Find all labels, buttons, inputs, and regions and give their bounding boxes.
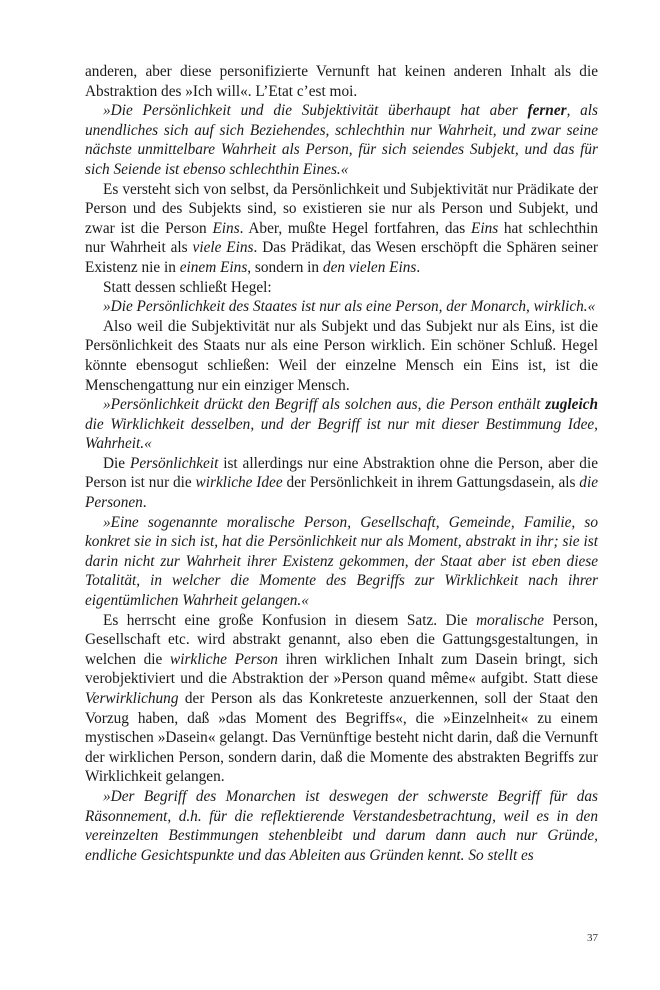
text-run: ist allerdings nur eine Abstraktion ohne die Person, aber die Person ist nur die [85, 454, 598, 492]
text-run: Es versteht sich von selbst, da Persönlichkeit und Subjektivität nur Prädikate der Person und des Subjekts sind, so existieren sie nur als Person und Subjekt, und zwar ist die Person [85, 180, 598, 237]
italic-emphasis: einem Eins [179, 258, 248, 276]
body-paragraph [85, 454, 598, 513]
italic-emphasis: viele Eins [192, 239, 254, 257]
text-run: anderen, aber diese personifizierte Vernunft hat keinen anderen Inhalt als die Abstraktion des »Ich will«. L’Etat c’est moi. [85, 63, 598, 100]
body-text [85, 62, 598, 865]
text-run: Es herrscht eine große Konfusion in diesem Satz. Die [103, 611, 477, 629]
text-run: , als unendliches sich auf sich Beziehendes, schlechthin nur Wahrheit, und zwar seine nächste unmittelbare Wahrheit als Person, für sich seiendes Subjekt, und das für sich Seiende ist ebenso schlechthin Eines.« [85, 102, 598, 178]
italic-emphasis: Eins [470, 219, 499, 237]
quotation-paragraph [85, 787, 598, 865]
quotation-paragraph [85, 513, 598, 611]
text-run: »Persönlichkeit drückt den Begriff als solchen aus, die Person enthält [103, 396, 546, 414]
italic-emphasis: Persönlichkeit [129, 454, 219, 472]
bold-emphasis: zugleich [545, 396, 598, 414]
italic-emphasis: die Personen [85, 474, 598, 512]
italic-emphasis: den vielen Eins [322, 258, 417, 276]
page-number: 37 [587, 932, 598, 944]
text-run: der Persönlichkeit in ihrem Gattungsdasein, als [282, 474, 580, 492]
text-run: Die [103, 454, 130, 472]
text-run: der Person als das Konkreteste anzuerkennen, soll der Staat den Vorzug haben, daß »das Moment des Begriffs«, die »Einzelnheit« zu einem mystischen »Dasein« gelangt. Das Vernünftige besteht nicht darin, daß die Vernunft der wirklichen Person, sondern darin, daß die Momente des abstrakten Begriffs zur Wirklichkeit gelangen. [85, 690, 598, 786]
text-run: »Der Begriff des Monarchen ist deswegen der schwerste Begriff für das Räsonnement, d.h. für die reflektierende Verstandesbetrachtung, weil es in den vereinzelten Bestimmungen stehenbleibt und darum dann auch nur Gründe, endliche Gesichtspunkte und das Ableiten aus Gründen kennt. So stellt es [85, 787, 598, 864]
body-paragraph [85, 611, 598, 787]
italic-emphasis: wirkliche Person [170, 650, 278, 668]
text-run: . Das Prädikat, das Wesen erschöpft die Sphären seiner Existenz nie in [85, 239, 598, 276]
body-paragraph [85, 180, 598, 278]
italic-emphasis: wirkliche Idee [195, 474, 283, 492]
text-run: hat schlechthin nur Wahrheit als [85, 219, 598, 257]
text-run: Statt dessen schließt Hegel: [103, 278, 272, 296]
text-run: »Eine sogenannte moralische Person, Gesellschaft, Gemeinde, Familie, so konkret sie in sich ist, hat die Persönlichkeit nur als Moment, abstrakt in ihr; sie ist darin nicht zur Wahrheit ihrer Existenz gekommen, der Staat aber ist eben diese Totalität, in welcher die Momente des Begriffs zur Wirklichkeit nach ihrer eigentümlichen Wahrheit gelangen.« [85, 513, 598, 610]
text-run: , sondern in [247, 258, 323, 276]
quotation-paragraph [85, 297, 598, 317]
text-run: »Die Persönlichkeit und die Subjektivität überhaupt hat aber [103, 102, 528, 120]
italic-emphasis: Verwirklichung [85, 690, 179, 707]
text-run: Also weil die Subjektivität nur als Subjekt und das Subjekt nur als Eins, ist die Persönlichkeit des Staats nur als eine Person wirklich. Ein schöner Schluß. Hegel könnte ebensogut schließen: Weil der einzelne Mensch ein Eins ist, ist die Menschengattung nur ein einziger Mensch. [85, 317, 598, 394]
text-run: »Die Persönlichkeit des Staates ist nur als eine Person, der Monarch, wirklich.« [103, 298, 596, 316]
text-run: . [142, 494, 147, 512]
italic-emphasis: moralische [476, 611, 545, 629]
text-run: ihren wirklichen Inhalt zum Dasein bringt, sich verobjektiviert und die Abstraktion der »Person quand même« aufgibt. Statt diese [85, 650, 598, 688]
quotation-paragraph [85, 101, 598, 179]
text-run: . Aber, mußte Hegel fortfahren, das [239, 219, 471, 237]
text-run: die Wirklichkeit desselben, und der Begriff ist nur mit dieser Bestimmung Idee, Wahrheit.« [85, 415, 598, 453]
body-paragraph [85, 62, 598, 101]
body-paragraph [85, 317, 598, 395]
text-run: . [416, 258, 421, 276]
text-run: Person, Gesellschaft etc. wird abstrakt genannt, also eben die Gattungsgestaltungen, in welchen die [85, 611, 598, 668]
bold-emphasis: ferner [527, 102, 567, 120]
italic-emphasis: Eins [212, 219, 240, 237]
quotation-paragraph [85, 395, 598, 454]
body-paragraph [85, 278, 598, 298]
